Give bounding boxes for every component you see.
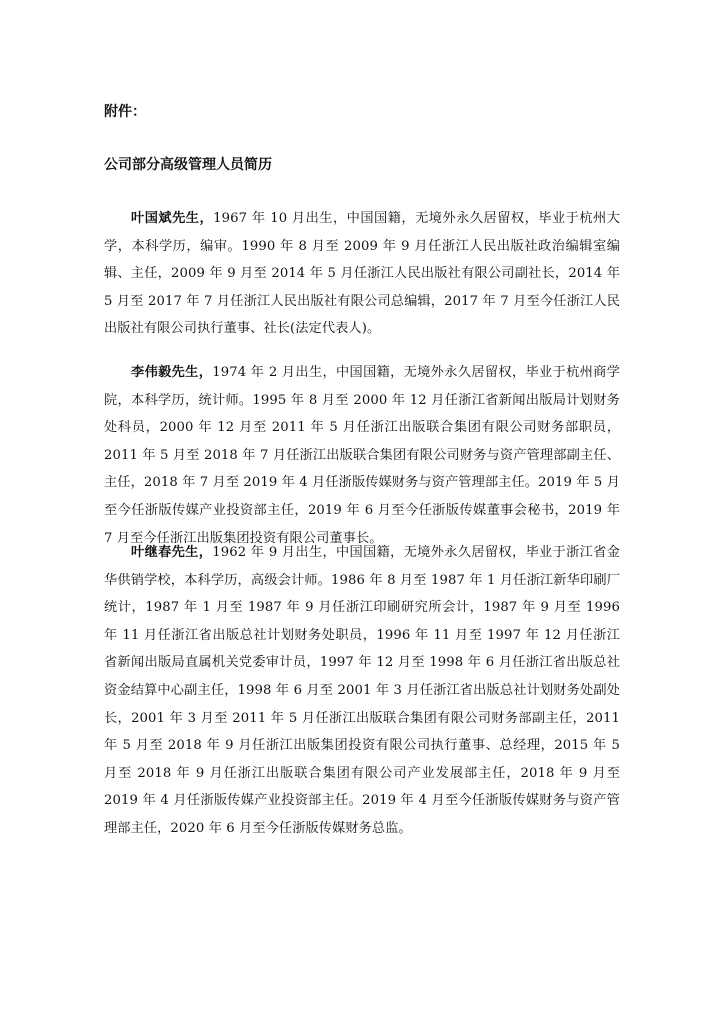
bio-paragraph-li-weiyi bbox=[104, 359, 620, 552]
bio-paragraph-ye-guobin bbox=[104, 205, 620, 343]
attachment-label: 附件： bbox=[104, 104, 146, 120]
bio-name: 李伟毅先生， bbox=[131, 365, 213, 380]
bio-name: 叶国斌先生， bbox=[131, 211, 214, 226]
bio-text: 1962 年 9 月出生，中国国籍，无境外永久居留权，毕业于浙江省金华供销学校，本科学历，高级会计师。1986 年 8 月至 1987 年 1 月任浙江新华印刷厂统计，1987 年 1 月至 1987 年 9 月任浙江印刷研究所会计，1987 年 9 月至 1996 年 11 月任浙江省出版总社计划财务处职员，1996 年 11 月至 1997 年 12 月任浙江省新闻出版局直属机关党委审计员，1997 年 12 月至 1998 年 6 月任浙江省出版总社资金结算中心副主任，1998 年 6 月至 2001 年 3 月任浙江省出版总社计划财务处副处长，2001 年 3 月至 2011 年 5 月任浙江出版联合集团有限公司财务部副主任，2011 年 5 月至 2018 年 9 月任浙江出版集团投资有限公司执行董事、总经理，2015 年 5 月至 2018 年 9 月任浙江出版联合集团有限公司产业发展部主任，2018 年 9 月至 2019 年 4 月任浙版传媒产业投资部主任。2019 年 4 月至今任浙版传媒财务与资产管理部主任，2020 年 6 月至今任浙版传媒财务总监。 bbox=[104, 545, 620, 836]
document-title: 公司部分高级管理人员简历 bbox=[104, 157, 272, 173]
bio-paragraph-ye-jichun bbox=[104, 539, 620, 843]
bio-name: 叶继春先生， bbox=[131, 545, 213, 560]
bio-text: 1974 年 2 月出生，中国国籍，无境外永久居留权，毕业于杭州商学院，本科学历，统计师。1995 年 8 月至 2000 年 12 月任浙江省新闻出版局计划财务处科员，2000 年 12 月至 2011 年 5 月任浙江出版联合集团有限公司财务部职员，2011 年 5 月至 2018 年 7 月任浙江出版联合集团有限公司财务与资产管理部副主任、主任，2018 年 7 月至 2019 年 4 月任浙版传媒财务与资产管理部主任。2019 年 5 月至今任浙版传媒产业投资部主任，2019 年 6 月至今任浙版传媒董事会秘书，2019 年 7 月至今任浙江出版集团投资有限公司董事长。 bbox=[104, 365, 620, 546]
bio-text: 1967 年 10 月出生，中国国籍，无境外永久居留权，毕业于杭州大学，本科学历，编审。1990 年 8 月至 2009 年 9 月任浙江人民出版社政治编辑室编辑、主任，2009 年 9 月至 2014 年 5 月任浙江人民出版社有限公司副社长，2014 年 5 月至 2017 年 7 月任浙江人民出版社有限公司总编辑，2017 年 7 月至今任浙江人民出版社有限公司执行董事、社长(法定代表人)。 bbox=[104, 211, 620, 337]
